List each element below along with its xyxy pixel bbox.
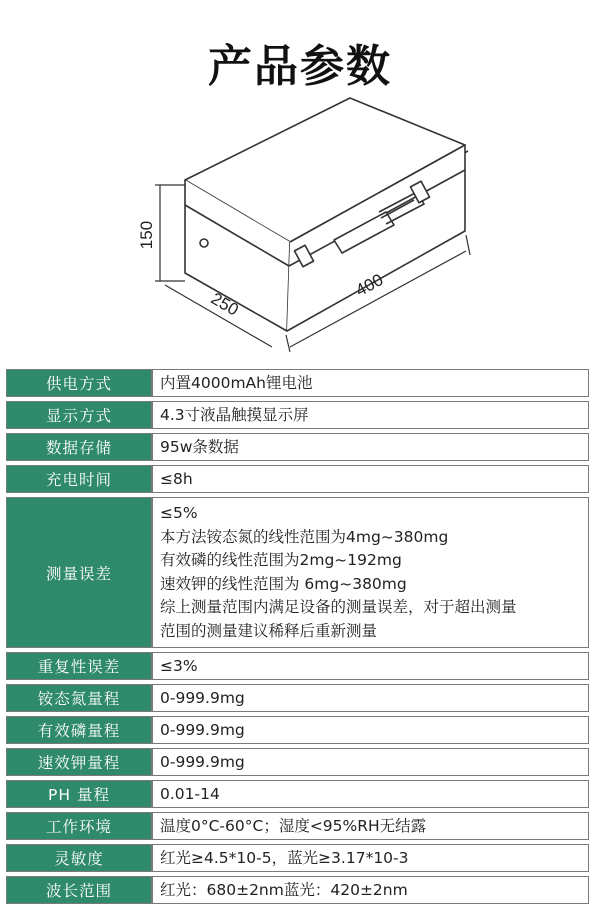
param-value-line: 综上测量范围内满足设备的测量误差，对于超出测量 xyxy=(160,598,517,616)
param-value: 红光≥4.5*10-5，蓝光≥3.17*10-3 xyxy=(152,844,589,872)
param-value-line: ≤5% xyxy=(160,504,198,522)
param-label: 数据存储 xyxy=(6,433,152,461)
param-label: 灵敏度 xyxy=(6,844,152,872)
param-value-line: 范围的测量建议稀释后重新测量 xyxy=(160,621,378,640)
param-value: 温度0°C-60°C；湿度<95%RH无结露 xyxy=(152,812,589,840)
param-label: 显示方式 xyxy=(6,401,152,429)
params-table xyxy=(6,365,589,908)
table-row xyxy=(6,465,589,493)
dim-length-label: 400 xyxy=(352,270,387,301)
param-value: 红光：680±2nm蓝光：420±2nm xyxy=(152,876,589,904)
param-label: 速效钾量程 xyxy=(6,748,152,776)
param-label: 充电时间 xyxy=(6,465,152,493)
page-title: 产品参数 xyxy=(208,41,392,92)
table-row xyxy=(6,748,589,776)
table-row xyxy=(6,716,589,744)
param-value xyxy=(152,497,589,648)
param-value: ≤8h xyxy=(152,465,589,493)
param-value-line: 速效钾的线性范围为 6mg~380mg xyxy=(160,574,407,593)
param-value: 0-999.9mg xyxy=(152,716,589,744)
param-value-line: 有效磷的线性范围为2mg~192mg xyxy=(160,551,402,569)
param-value-line: 本方法铵态氮的线性范围为4mg~380mg xyxy=(160,527,449,546)
table-row xyxy=(6,812,589,840)
table-row xyxy=(6,780,589,808)
param-label: 供电方式 xyxy=(6,369,152,397)
table-row xyxy=(6,369,589,397)
param-label: 重复性误差 xyxy=(6,652,152,680)
param-value: 0-999.9mg xyxy=(152,684,589,712)
case-drawing xyxy=(0,95,600,360)
param-value: 95w条数据 xyxy=(152,433,589,461)
table-row xyxy=(6,844,589,872)
param-value: 4.3寸液晶触摸显示屏 xyxy=(152,401,589,429)
param-label: 测量误差 xyxy=(6,497,152,648)
param-value: 0-999.9mg xyxy=(152,748,589,776)
table-row xyxy=(6,652,589,680)
table-row xyxy=(6,497,589,648)
table-row xyxy=(6,401,589,429)
dim-depth-label: 250 xyxy=(207,288,242,320)
param-label: PH 量程 xyxy=(6,780,152,808)
table-row xyxy=(6,433,589,461)
param-label: 铵态氮量程 xyxy=(6,684,152,712)
param-label: 工作环境 xyxy=(6,812,152,840)
param-label: 波长范围 xyxy=(6,876,152,904)
param-value: 0.01-14 xyxy=(152,780,589,808)
param-label: 有效磷量程 xyxy=(6,716,152,744)
dim-height-label: 150 xyxy=(137,220,156,250)
param-value: ≤3% xyxy=(152,652,589,680)
param-value: 内置4000mAh锂电池 xyxy=(152,369,589,397)
table-row xyxy=(6,876,589,904)
table-row xyxy=(6,684,589,712)
